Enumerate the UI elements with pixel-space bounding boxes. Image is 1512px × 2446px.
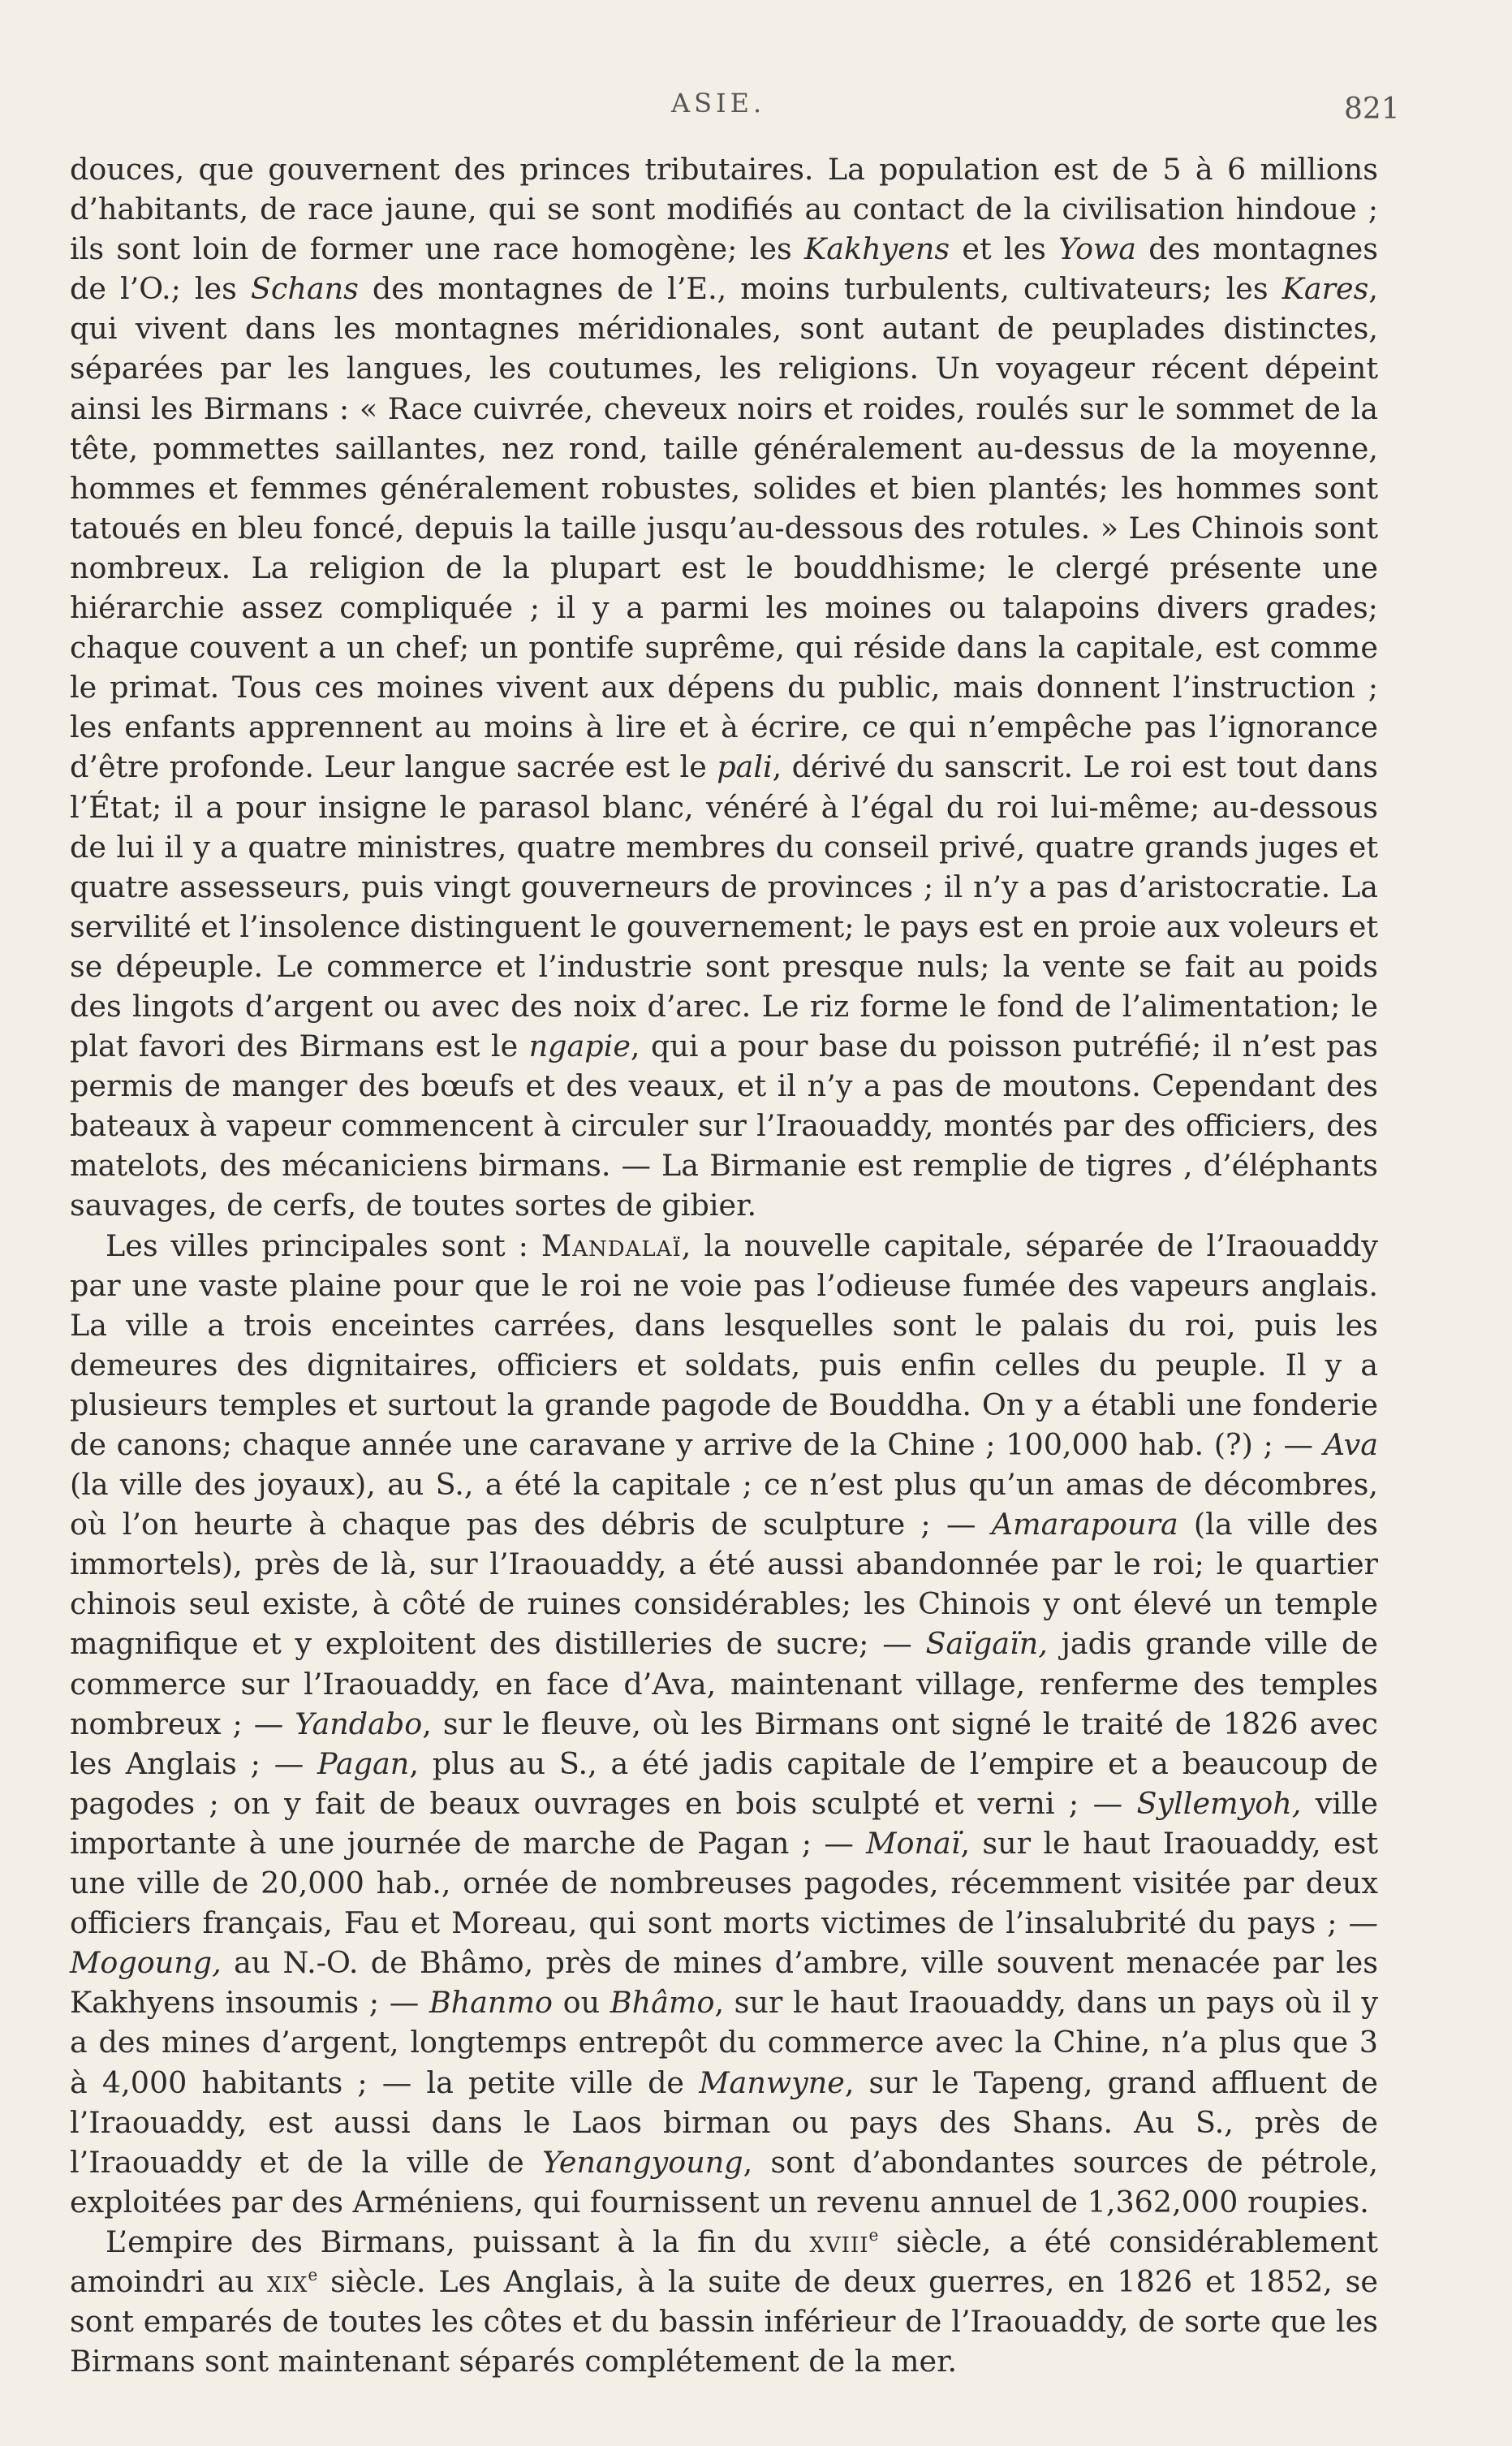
paragraph-3: L’empire des Birmans, puissant à la fin du xviii$^e$ siècle, a été considérablement amoindri au xix$^e$ siècle. Les Anglais, à la suite de deux guerres, en 1826 et 1852, se sont emparés de toutes les côtes et du bassin inférieur de l’Iraouaddy, de sorte que les Birmans sont maintenant séparés complétement de la mer. bbox=[70, 2224, 1378, 2379]
page-header bbox=[0, 88, 1512, 136]
paragraph-1: douces, que gouvernent des princes tributaires. La population est de 5 à 6 millions d’habitants, de race jaune, qui se sont modifiés au contact de la civilisation hindoue ; ils sont loin de former une race homogène; les Kakhyens et les Yowa des montagnes de l’O.; les Schans des montagnes de l’E., moins turbulents, cultivateurs; les Kares, qui vivent dans les montagnes méridionales, sont autant de peuplades distinctes, séparées par les langues, les coutumes, les religions. Un voyageur récent dépeint ainsi les Birmans : « Race cuivrée, cheveux noirs et roides, roulés sur le sommet de la tête, pommettes saillantes, nez rond, taille généralement au-dessus de la moyenne, hommes et femmes généralement robustes, solides et bien plantés; les hommes sont tatoués en bleu foncé, depuis la taille jusqu’au-dessous des rotules. » Les Chinois sont nombreux. La religion de la plupart est le bouddhisme; le clergé présente une hiérarchie assez compliquée ; il y a parmi les moines ou talapoins divers grades; chaque couvent a un chef; un pontife suprême, qui réside dans la capitale, est comme le primat. Tous ces moines vivent aux dépens du public, mais donnent l’instruction ; les enfants apprennent au moins à lire et à écrire, ce qui n’empêche pas l’ignorance d’être profonde. Leur langue sacrée est le pali, dérivé du sanscrit. Le roi est tout dans l’État; il a pour insigne le parasol blanc, vénéré à l’égal du roi lui-même; au-dessous de lui il y a quatre ministres, quatre membres du conseil privé, quatre grands juges et quatre assesseurs, puis vingt gouverneurs de provinces ; il n’y a pas d’aristocratie. La servilité et l’insolence distinguent le gouvernement; le pays est en proie aux voleurs et se dépeuple. Le commerce et l’industrie sont presque nuls; la vente se fait au poids des lingots d’argent ou avec des noix d’arec. Le riz forme le fond de l’alimentation; le plat favori des Birmans est le ngapie, qui a pour base du poisson putréfié; il n’est pas permis de manger des bœufs et des veaux, et il n’y a pas de moutons. Cependant des bateaux à vapeur commencent à circuler sur l’Iraouaddy, montés par des officiers, des matelots, des mécaniciens birmans. — La Birmanie est remplie de tigres , d’éléphants sauvages, de cerfs, de toutes sortes de gibier. bbox=[70, 152, 1378, 1223]
paragraph-2: Les villes principales sont : Mandalaï, la nouvelle capitale, séparée de l’Iraouaddy par une vaste plaine pour que le roi ne voie pas l’odieuse fumée des vapeurs anglais. La ville a trois enceintes carrées, dans lesquelles sont le palais du roi, puis les demeures des dignitaires, officiers et soldats, puis enfin celles du peuple. Il y a plusieurs temples et surtout la grande pagode de Bouddha. On y a établi une fonderie de canons; chaque année une caravane y arrive de la Chine ; 100,000 hab. (?) ; — Ava (la ville des joyaux), au S., a été la capitale ; ce n’est plus qu’un amas de décombres, où l’on heurte à chaque pas des débris de sculpture ; — Amarapoura (la ville des immortels), près de là, sur l’Iraouaddy, a été aussi abandonnée par le roi; le quartier chinois seul existe, à côté de ruines considérables; les Chinois y ont élevé un temple magnifique et y exploitent des distilleries de sucre; — Saïgaïn, jadis grande ville de commerce sur l’Iraouaddy, en face d’Ava, maintenant village, renferme des temples nombreux ; — Yandabo, sur le fleuve, où les Birmans ont signé le traité de 1826 avec les Anglais ; — Pagan, plus au S., a été jadis capitale de l’empire et a beaucoup de pagodes ; on y fait de beaux ouvrages en bois sculpté et verni ; — Syllemyoh, ville importante à une journée de marche de Pagan ; — Monaï, sur le haut Iraouaddy, est une ville de 20,000 hab., ornée de nombreuses pagodes, récemment visitée par deux officiers français, Fau et Moreau, qui sont morts victimes de l’insalubrité du pays ; — Mogoung, au N.-O. de Bhâmo, près de mines d’ambre, ville souvent menacée par les Kakhyens insoumis ; — Bhanmo ou Bhâmo, sur le haut Iraouaddy, dans un pays où il y a des mines d’argent, longtemps entrepôt du commerce avec la Chine, n’a plus que 3 à 4,000 habitants ; — la petite ville de Manwyne, sur le Tapeng, grand affluent de l’Iraouaddy, est aussi dans le Laos birman ou pays des Shans. Au S., près de l’Iraouaddy et de la ville de Yenangyoung, sont d’abondantes sources de pétrole, exploitées par des Arméniens, qui fournissent un revenu annuel de 1,362,000 roupies. bbox=[70, 1227, 1378, 2220]
text-body bbox=[70, 149, 1378, 2381]
running-head: ASIE. bbox=[671, 88, 766, 119]
page-number: 821 bbox=[1344, 93, 1400, 126]
